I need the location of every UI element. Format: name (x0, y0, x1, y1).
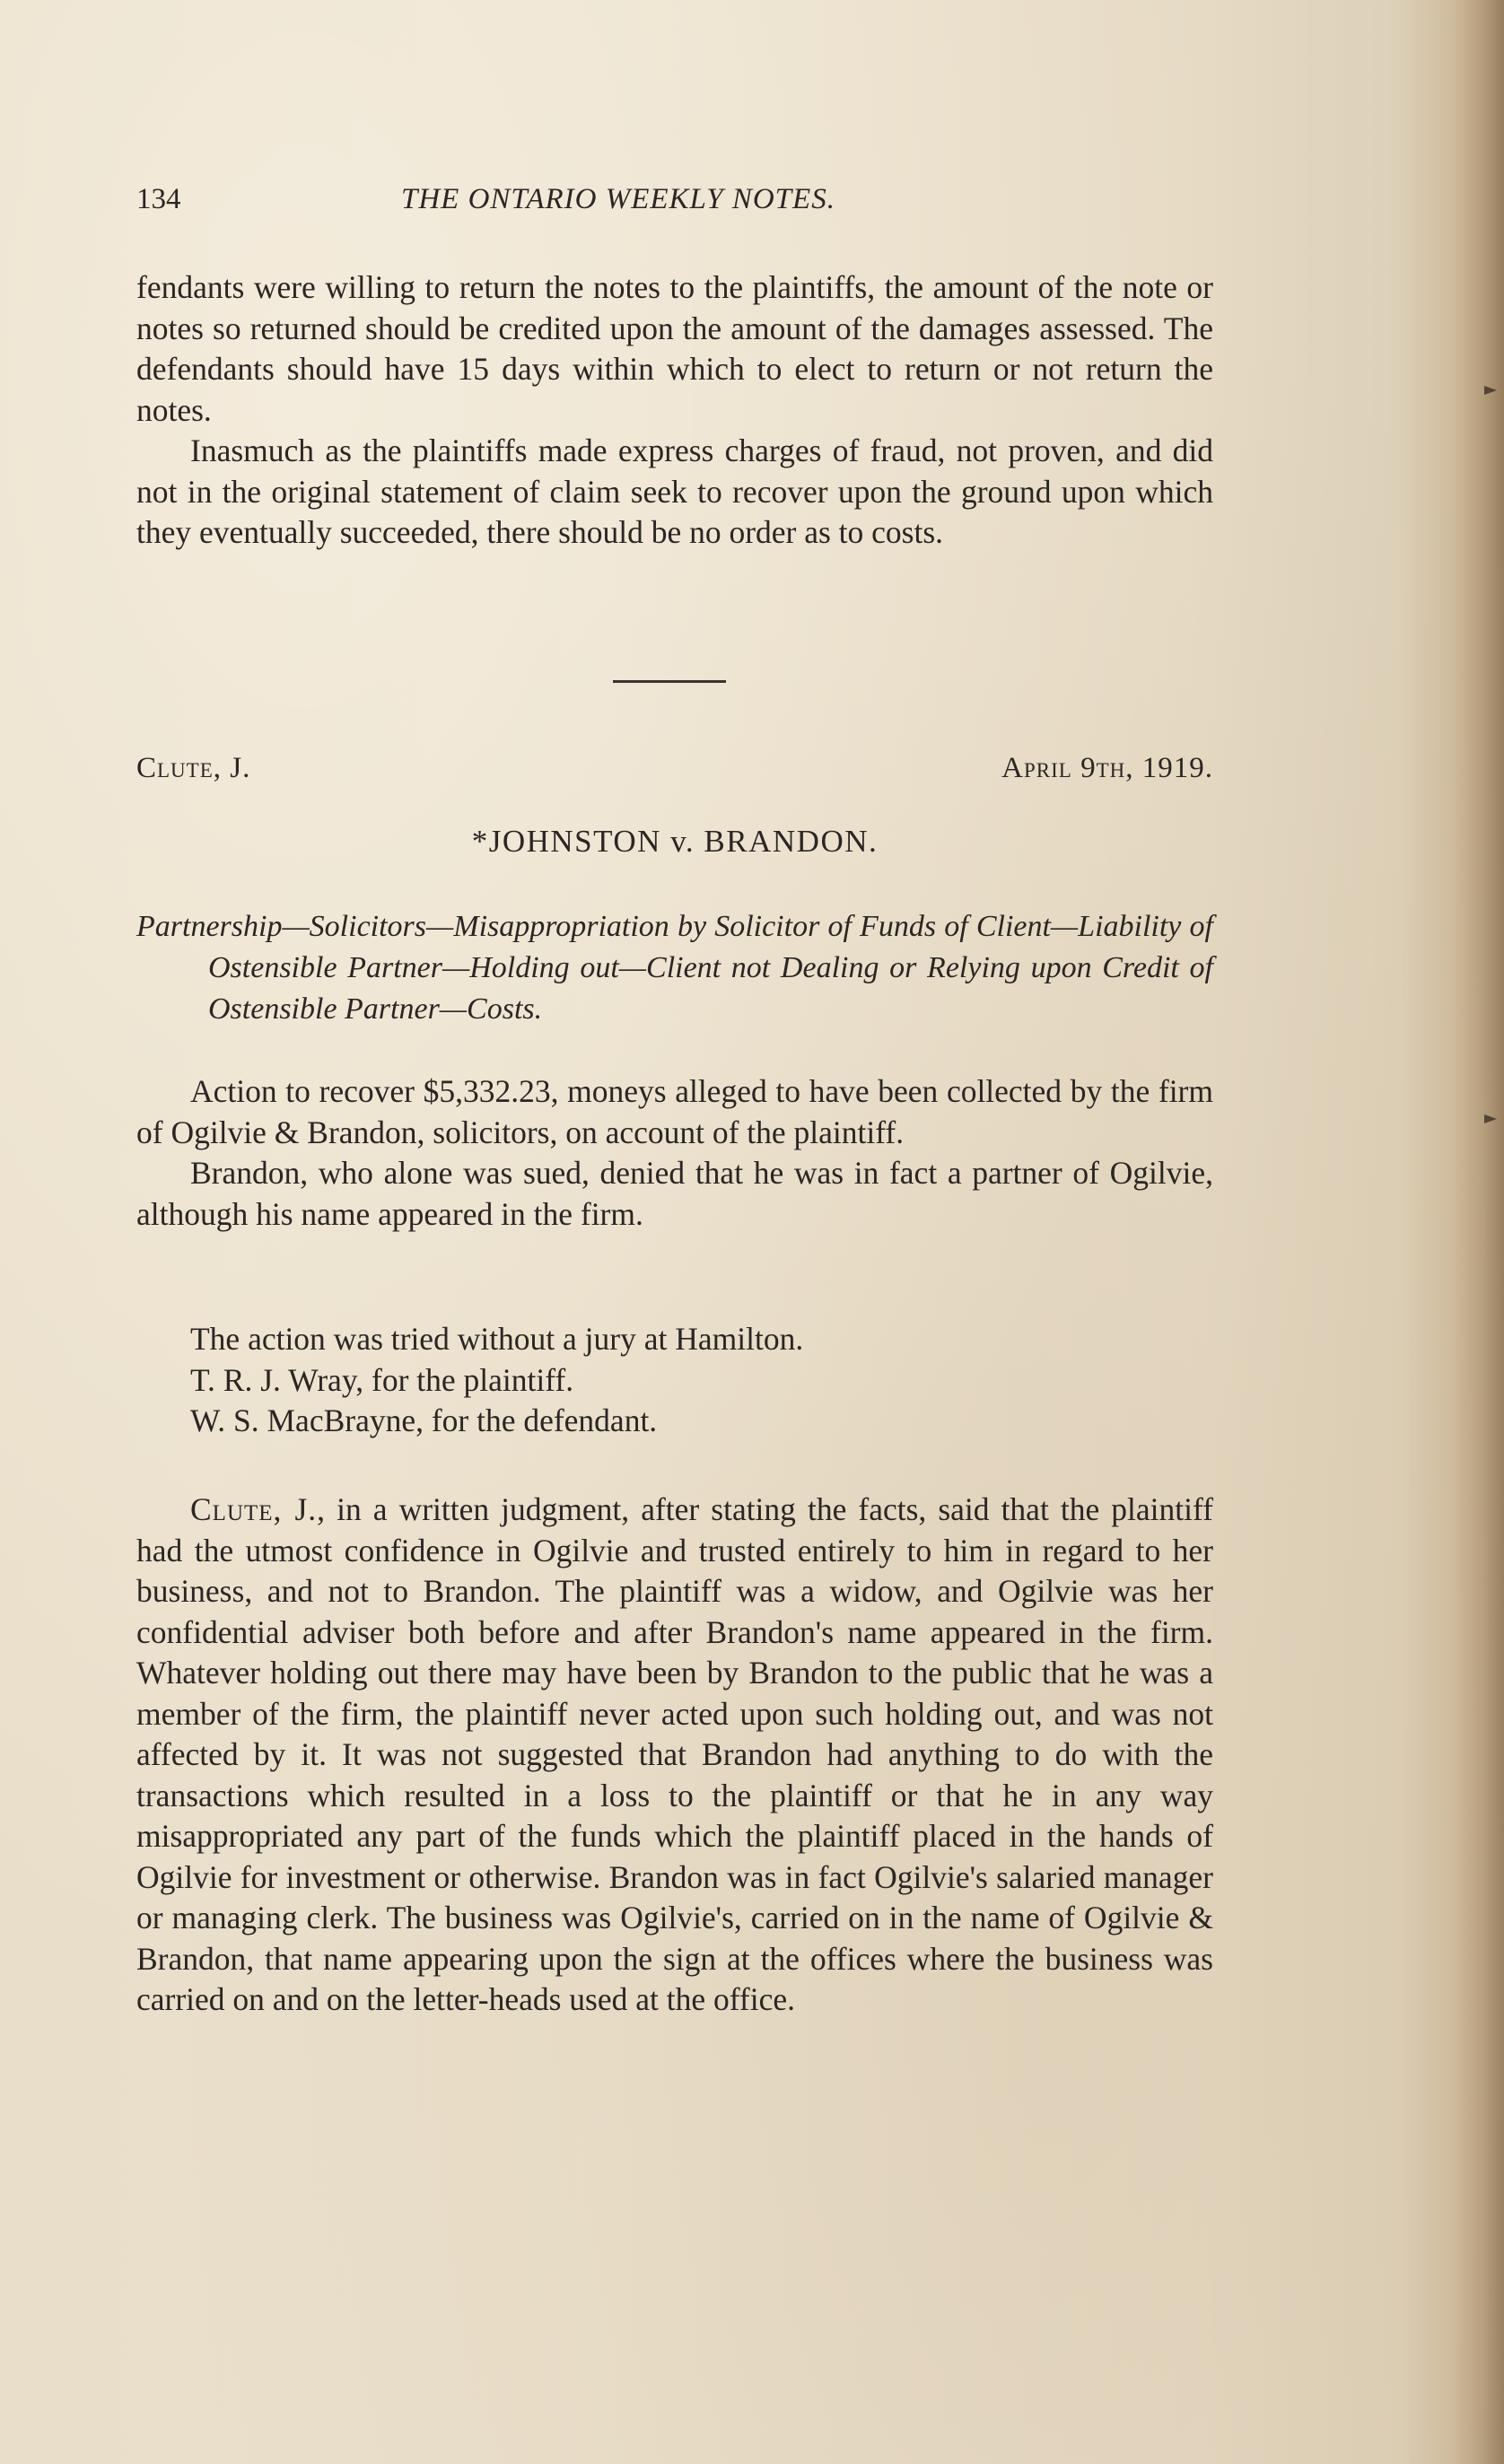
paragraph: fendants were willing to return the notes to the plaintiffs, the amount of the note or notes so returned should be credited upon the amount of the damages assessed. The defendants should have 15 days within which to elect to return or not return the notes. (136, 269, 1213, 428)
paragraph: Action to recover $5,332.23, moneys alleged to have been collected by the firm of Ogilvie & Brandon, solicitors, on account of the plaintiff. (136, 1073, 1213, 1150)
case-summary (136, 1071, 1213, 1235)
page-edge-shadow (1450, 0, 1504, 2464)
judgment (136, 1490, 1213, 2021)
case-title: *JOHNSTON v. BRANDON. (471, 824, 879, 859)
judgment-judge: Clute, J. (190, 1491, 318, 1527)
running-head (136, 183, 1213, 228)
judgment-paragraph (136, 1490, 1213, 2021)
judge-name: Clute, J. (136, 752, 251, 784)
trial-details (136, 1319, 1213, 1442)
page-number: 134 (136, 183, 181, 215)
judgment-text: , in a written judgment, after stating the facts, said that the plaintiff had the utmost confidence in Ogilvie and trusted entirely to him in regard to her business, and not to Brandon. The plaintiff was a widow, and Ogilvie was her confidential adviser both before and after Brandon's name appeared in the firm. Whatever holding out there may have been by Brandon to the public that he was a member of the firm, the plaintiff never acted upon such holding out, and was not affected by it. It was not suggested that Brandon had anything to do with the transactions which resulted in a loss to the plaintiff or that he in any way misappropriated any part of the funds which the plaintiff placed in the hands of Ogilvie for investment or otherwise. Brandon was in fact Ogilvie's salaried manager or managing clerk. The business was Ogilvie's, carried on in the name of Ogilvie & Brandon, that name appearing upon the sign at the offices where the business was carried on and on the letter-heads used at the office. (136, 1491, 1213, 2017)
decision-date: April 9th, 1919. (1001, 752, 1213, 784)
paragraph: Inasmuch as the plaintiffs made express charges of fraud, not proven, and did not in the original statement of claim seek to recover upon the ground upon which they eventually succeeded, there should be no order as to costs. (136, 433, 1213, 550)
trial-line: The action was tried without a jury at Hamilton. (190, 1321, 804, 1357)
paragraph: Brandon, who alone was sued, denied that he was in fact a partner of Ogilvie, although his name appeared in the firm. (136, 1155, 1213, 1232)
journal-title: THE ONTARIO WEEKLY NOTES. (401, 183, 835, 215)
counsel-plaintiff: T. R. J. Wray, for the plaintiff. (190, 1361, 574, 1398)
section-divider (613, 680, 726, 683)
case-meta (136, 752, 1213, 797)
counsel-defendant: W. S. MacBrayne, for the defendant. (190, 1402, 658, 1438)
previous-case-text (136, 267, 1213, 554)
headnote: Partnership—Solicitors—Misappropriation by Solicitor of Funds of Client—Liability of Ostensible Partner—Holding out—Client not Dealing or Relying upon Credit of Ostensible Partner—Costs. (136, 910, 1213, 1026)
